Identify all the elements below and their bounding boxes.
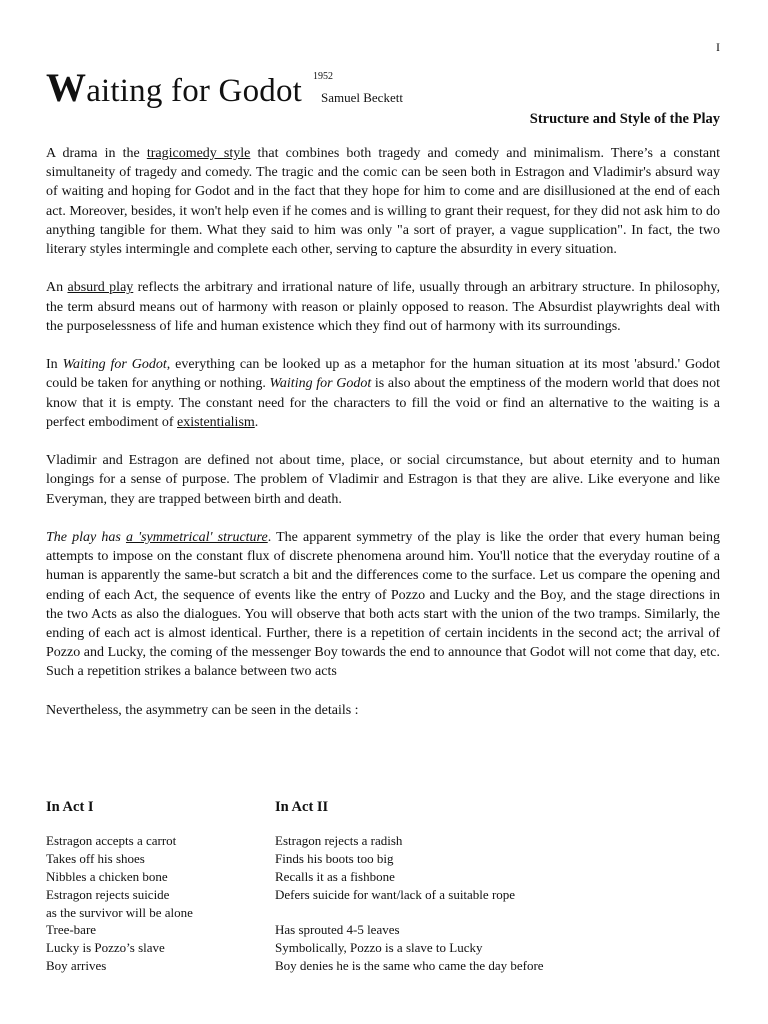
paragraph-characters: Vladimir and Estragon are defined not about time, place, or social circumstance, but about eternity and to human longings for a sense of purpose. The problem of Vladimir and Estragon is that they are alive. Like everyone and like Everyman, they are trapped between birth and death.: [46, 453, 720, 507]
paragraph-asymmetry: Nevertheless, the asymmetry can be seen in the details :: [46, 702, 359, 718]
act1-header: In Act I: [46, 799, 94, 815]
comparison-row: [46, 868, 720, 886]
absurd-play-link[interactable]: absurd play: [67, 280, 134, 296]
paragraph-metaphor: In Waiting for Godot, everything can be looked up as a metaphor for the human situation at its most 'absurd.' Godot could be taken for anything or nothing. Waiting for Godot is also about the emptiness of the modern world that does not know that it is empty. The constant need for the characters to fill the void or find an alternative to the waiting is a perfect embodiment of existentialism.: [46, 357, 721, 430]
act2-cell: Finds his boots too big: [275, 850, 394, 866]
act2-cell: Boy denies he is the same who came the day before: [275, 958, 544, 974]
existentialism-link[interactable]: existentialism: [177, 414, 255, 430]
symmetrical-structure-link[interactable]: a 'symmetrical' structure: [125, 530, 268, 545]
tragicomedy-link[interactable]: tragicomedy style: [146, 146, 251, 161]
act-comparison: [46, 797, 720, 975]
act2-cell: Recalls it as a fishbone: [275, 868, 395, 884]
act1-cell: Nibbles a chicken bone: [46, 868, 168, 884]
act1-cell: Estragon accepts a carrot: [46, 833, 177, 848]
title-block: [46, 65, 403, 111]
comparison-row: [46, 832, 720, 850]
title-initial: W: [46, 65, 87, 110]
publication-year: 1952: [313, 71, 333, 82]
paragraph-absurd-play: An absurd play reflects the arbitrary and irrational nature of life, usually through an arbitrary structure. In philosophy, the term absurd means out of harmony with reason or plainly opposed to reason. The Absurdist playwrights deal with the purposelessness of life and human existence which they find out of harmony with its surroundings.: [46, 280, 720, 334]
comparison-row: [46, 850, 720, 868]
comparison-row: [46, 921, 720, 939]
title-rest: aiting for Godot: [86, 73, 303, 109]
author-name: Samuel Beckett: [321, 90, 403, 105]
act1-cell: Lucky is Pozzo’s slave: [46, 940, 165, 956]
act2-cell: Has sprouted 4-5 leaves: [275, 922, 400, 938]
act1-cell: Tree-bare: [46, 922, 97, 938]
comparison-row: [46, 939, 720, 957]
body-text: [46, 144, 720, 739]
act2-cell: Defers suicide for want/lack of a suitable rope: [275, 886, 516, 902]
comparison-row: [46, 957, 720, 975]
act2-cell: [275, 904, 720, 922]
section-subtitle: Structure and Style of the Play: [529, 111, 720, 127]
page-title: [46, 65, 303, 111]
paragraph-tragicomedy: A drama in the tragicomedy style that combines both tragedy and comedy and minimalism. There’s a constant simultaneity of tragedy and comedy. The tragic and the comic can be seen both in Estragon and Vladimir's absurd way of waiting and hoping for Godot and in the fact that they hope for him to come and are disillusioned at the end of each act. Moreover, besides, it won't help even if he comes and is willing to grant their request, for they did not ask him to do anything tangible for them. What they said to him was only "a sort of prayer, a vague supplication". In fact, the two literary styles intermingle and complete each other, serving to capture the absurdity in every situation.: [46, 146, 721, 258]
comparison-header: [46, 797, 720, 832]
page-number: I: [716, 40, 720, 54]
act2-cell: Symbolically, Pozzo is a slave to Lucky: [275, 940, 483, 956]
act1-cell: Boy arrives: [46, 958, 107, 974]
paragraph-symmetry: The play has a 'symmetrical' structure. The apparent symmetry of the play is like the order that every human being attempts to impose on the constant flux of discrete phenomena around him. You'll notice that the everyday routine of a human is apparently the same-but scratch a bit and the differences come to the surface. Let us compare the opening and ending of each Act, the sequence of events like the entry of Pozzo and Lucky and the Boy, and the stage directions in the two Acts as also the dialogues. You will observe that both acts start with the union of the two tramps. Similarly, the ending of each act is almost identical. Further, there is a repetition of certain incidents in the second act; the arrival of Pozzo and Lucky, the coming of the messenger Boy towards the end to announce that Godot will not come that day, etc. Such a repetition strikes a balance between two acts: [46, 530, 720, 680]
comparison-row: [46, 886, 720, 904]
act2-header: In Act II: [275, 799, 329, 815]
act1-cell: as the survivor will be alone: [46, 904, 193, 920]
act2-cell: Estragon rejects a radish: [275, 833, 403, 848]
act1-cell: Takes off his shoes: [46, 850, 145, 866]
comparison-row: [46, 904, 720, 922]
act1-cell: Estragon rejects suicide: [46, 886, 170, 902]
